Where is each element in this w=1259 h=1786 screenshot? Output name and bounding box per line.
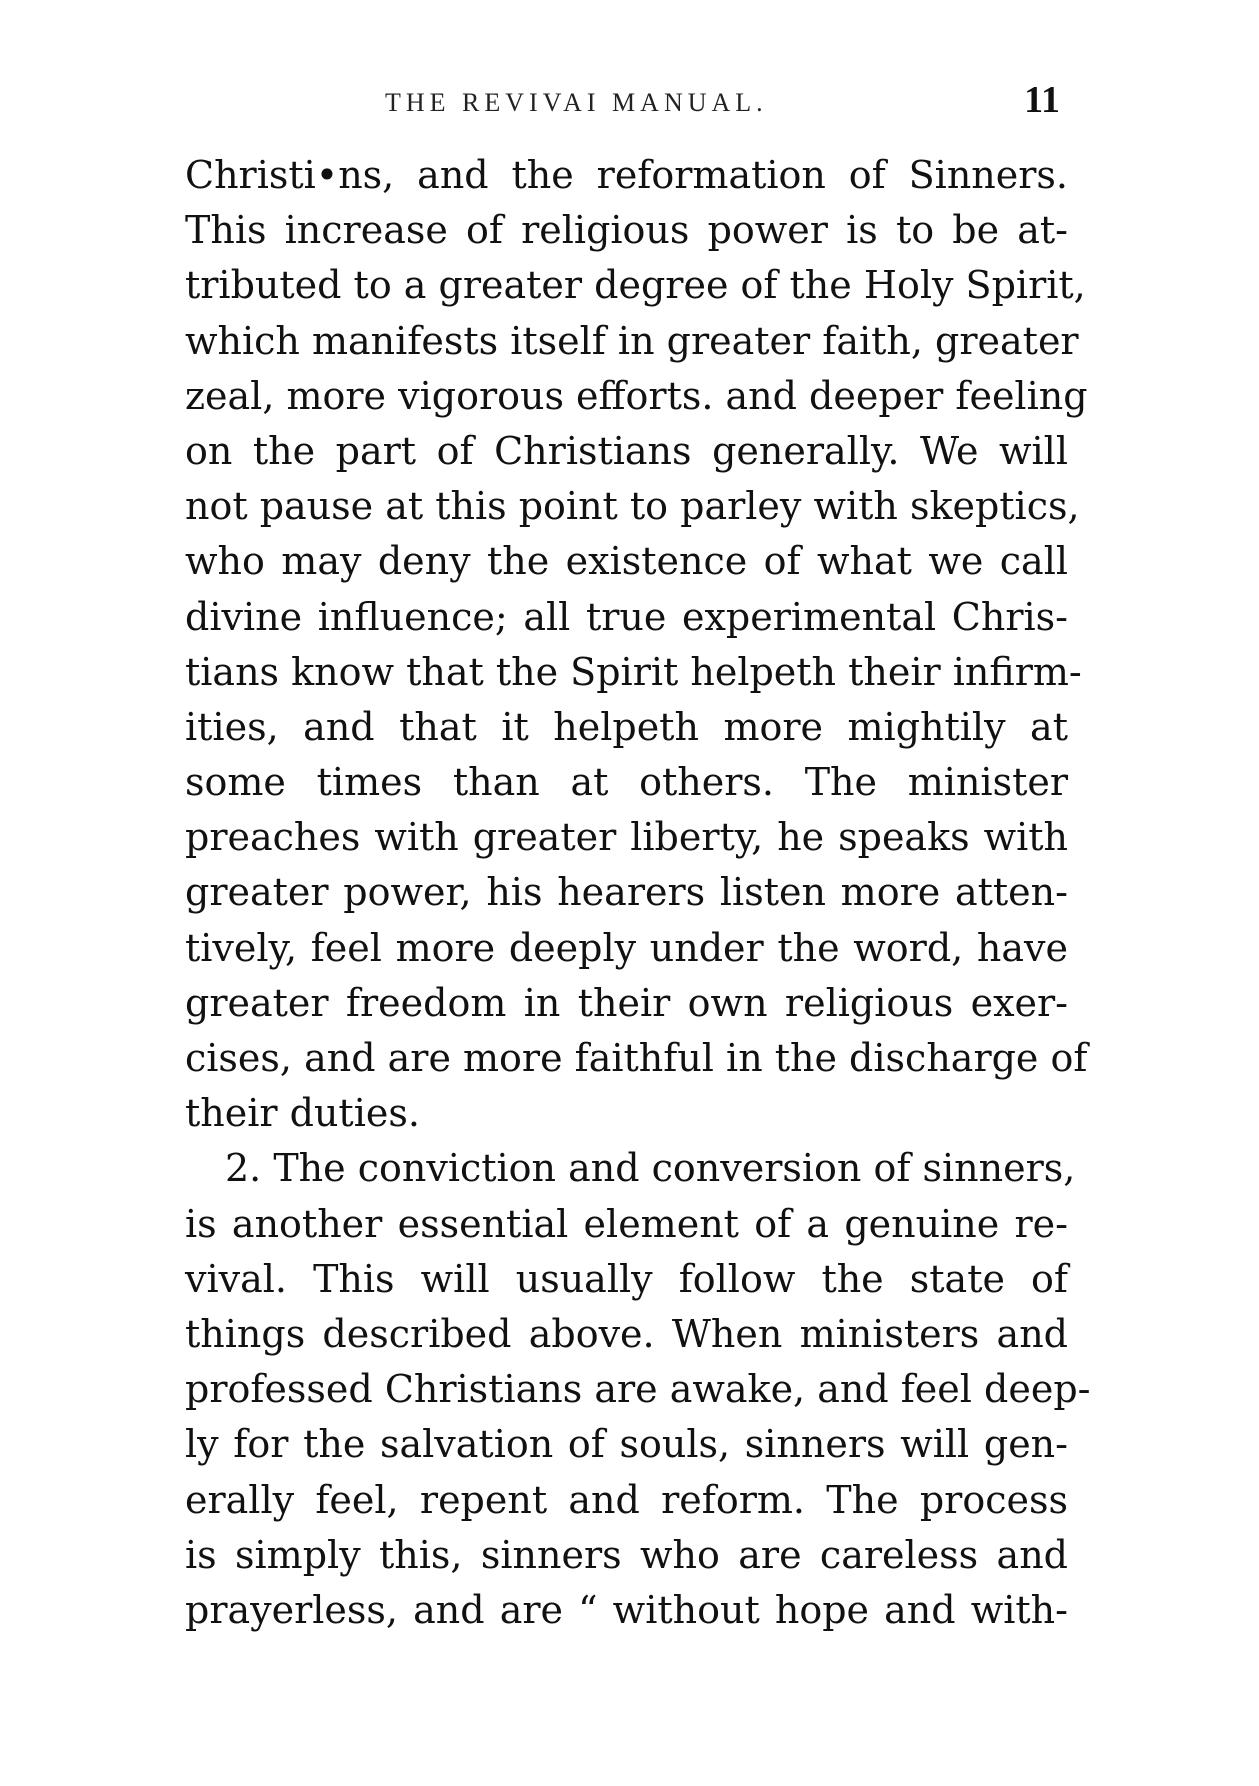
text-line: Christi•ns, and the reformation of Sinners. [185, 153, 1068, 197]
text-line: preaches with greater liberty, he speaks with [185, 815, 1068, 860]
text-line: greater power, his hearers listen more atten- [185, 870, 1068, 915]
page-number: 11 [1024, 79, 1060, 121]
text-line: which manifests itself in greater faith, greater [185, 318, 1079, 363]
running-title: THE REVIVAI MANUAL. [385, 88, 768, 117]
text-line: tributed to a greater degree of the Holy Spirit, [185, 263, 1086, 308]
text-line: ities, and that it helpeth more mightily at [185, 704, 1068, 749]
text-line: is simply this, sinners who are careless and [185, 1532, 1068, 1577]
text-line: their duties. [185, 1091, 420, 1136]
text-line: who may deny the existence of what we call [185, 539, 1068, 584]
text-line: not pause at this point to parley with skeptics, [185, 484, 1080, 529]
text-line: is another essential element of a genuine re- [185, 1201, 1068, 1246]
text-line: professed Christians are awake, and feel deep- [185, 1367, 1091, 1412]
text-line: greater freedom in their own religious exer- [185, 980, 1068, 1025]
text-line: some times than at others. The minister [185, 760, 1068, 805]
text-line: on the part of Christians generally. We will [185, 428, 1068, 473]
text-line: 2. The conviction and conversion of sinners, [225, 1146, 1076, 1191]
running-head [190, 78, 1060, 130]
text-line: tively, feel more deeply under the word, have [185, 925, 1068, 970]
text-line: divine influence; all true experimental Chris- [185, 594, 1068, 639]
text-line: zeal, more vigorous efforts. and deeper feeling [185, 373, 1088, 418]
text-line: tians know that the Spirit helpeth their infirm- [185, 649, 1082, 694]
text-line: prayerless, and are “ without hope and with- [185, 1587, 1068, 1632]
text-line: things described above. When ministers and [185, 1311, 1068, 1356]
text-line: ly for the salvation of souls, sinners will gen- [185, 1422, 1068, 1467]
text-line: erally feel, repent and reform. The process [185, 1477, 1068, 1522]
body-text [185, 148, 1091, 1638]
text-line: This increase of religious power is to be at- [185, 208, 1068, 253]
text-line: cises, and are more faithful in the discharge of [185, 1036, 1088, 1080]
text-line: vival. This will usually follow the state of [185, 1256, 1068, 1301]
